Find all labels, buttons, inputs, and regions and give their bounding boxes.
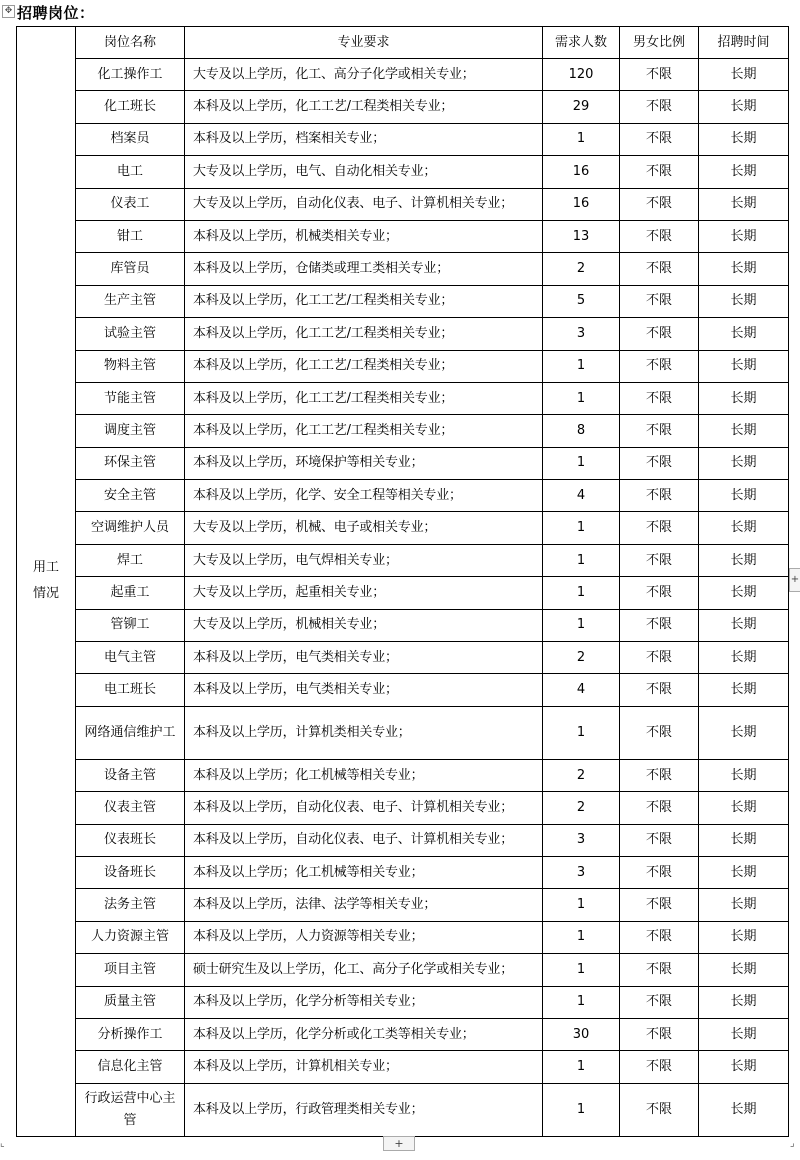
cell-headcount: 8: [543, 415, 620, 447]
cell-position-name: 调度主管: [76, 415, 185, 447]
cell-gender-ratio: 不限: [620, 954, 699, 986]
cell-gender-ratio: 不限: [620, 1051, 699, 1083]
cell-headcount: 4: [543, 480, 620, 512]
cell-gender-ratio: 不限: [620, 91, 699, 123]
cell-headcount: 16: [543, 156, 620, 188]
table-row: [17, 706, 789, 759]
cell-requirements: 本科及以上学历，化工工艺/工程类相关专业；: [185, 415, 543, 447]
cell-headcount: 1: [543, 706, 620, 759]
table-row: [17, 1018, 789, 1050]
cell-hiring-period: 长期: [699, 642, 789, 674]
cell-hiring-period: 长期: [699, 123, 789, 155]
cell-gender-ratio: 不限: [620, 480, 699, 512]
table-row: [17, 1083, 789, 1136]
add-column-button[interactable]: +: [789, 568, 800, 592]
cell-gender-ratio: 不限: [620, 674, 699, 706]
cell-requirements: 本科及以上学历，化工工艺/工程类相关专业；: [185, 318, 543, 350]
cell-gender-ratio: 不限: [620, 921, 699, 953]
cell-gender-ratio: 不限: [620, 318, 699, 350]
cell-hiring-period: 长期: [699, 706, 789, 759]
cell-requirements: 大专及以上学历，起重相关专业；: [185, 577, 543, 609]
cell-headcount: 30: [543, 1018, 620, 1050]
cell-headcount: 2: [543, 642, 620, 674]
cell-headcount: 1: [543, 447, 620, 479]
table-row: [17, 350, 789, 382]
cell-headcount: 2: [543, 792, 620, 824]
cell-gender-ratio: 不限: [620, 759, 699, 791]
cell-gender-ratio: 不限: [620, 415, 699, 447]
jobs-table: [16, 26, 789, 1137]
cell-requirements: 本科及以上学历，行政管理类相关专业；: [185, 1083, 543, 1136]
cell-requirements: 大专及以上学历，自动化仪表、电子、计算机相关专业；: [185, 188, 543, 220]
cell-requirements: 硕士研究生及以上学历，化工、高分子化学或相关专业；: [185, 954, 543, 986]
section-heading: 招聘岗位：: [17, 4, 95, 22]
cell-headcount: 1: [543, 1083, 620, 1136]
cell-position-name: 电气主管: [76, 642, 185, 674]
cell-headcount: 5: [543, 285, 620, 317]
cell-gender-ratio: 不限: [620, 253, 699, 285]
cell-headcount: 4: [543, 674, 620, 706]
cell-headcount: 2: [543, 253, 620, 285]
cell-requirements: 本科及以上学历，计算机相关专业；: [185, 1051, 543, 1083]
cell-headcount: 2: [543, 759, 620, 791]
cell-headcount: 1: [543, 1051, 620, 1083]
table-row: [17, 609, 789, 641]
cell-gender-ratio: 不限: [620, 285, 699, 317]
cell-position-name: 空调维护人员: [76, 512, 185, 544]
table-row: [17, 954, 789, 986]
header-headcount: 需求人数: [543, 27, 620, 59]
cell-gender-ratio: 不限: [620, 824, 699, 856]
cell-hiring-period: 长期: [699, 954, 789, 986]
cell-gender-ratio: 不限: [620, 220, 699, 252]
cell-requirements: 本科及以上学历，机械类相关专业；: [185, 220, 543, 252]
cell-requirements: 本科及以上学历，化工工艺/工程类相关专业；: [185, 285, 543, 317]
cell-requirements: 本科及以上学历，人力资源等相关专业；: [185, 921, 543, 953]
cell-position-name: 设备班长: [76, 856, 185, 888]
table-header-row: [17, 27, 789, 59]
cell-position-name: 仪表班长: [76, 824, 185, 856]
cell-gender-ratio: 不限: [620, 350, 699, 382]
cell-requirements: 大专及以上学历，化工、高分子化学或相关专业；: [185, 59, 543, 91]
cell-requirements: 大专及以上学历，机械、电子或相关专业；: [185, 512, 543, 544]
cell-headcount: 1: [543, 123, 620, 155]
cell-position-name: 设备主管: [76, 759, 185, 791]
cell-gender-ratio: 不限: [620, 856, 699, 888]
cell-hiring-period: 长期: [699, 220, 789, 252]
table-row: [17, 1051, 789, 1083]
cell-position-name: 生产主管: [76, 285, 185, 317]
cell-hiring-period: 长期: [699, 577, 789, 609]
cell-hiring-period: 长期: [699, 824, 789, 856]
table-row: [17, 285, 789, 317]
cell-hiring-period: 长期: [699, 318, 789, 350]
cell-hiring-period: 长期: [699, 921, 789, 953]
cell-requirements: 本科及以上学历，化工工艺/工程类相关专业；: [185, 382, 543, 414]
cell-requirements: 本科及以上学历，化学分析或化工类等相关专业；: [185, 1018, 543, 1050]
cell-headcount: 13: [543, 220, 620, 252]
table-row: [17, 447, 789, 479]
table-resize-handle-icon[interactable]: ⌟: [790, 1138, 795, 1149]
header-gender-ratio: 男女比例: [620, 27, 699, 59]
cell-gender-ratio: 不限: [620, 1083, 699, 1136]
cell-gender-ratio: 不限: [620, 706, 699, 759]
cell-headcount: 1: [543, 921, 620, 953]
cell-requirements: 本科及以上学历，自动化仪表、电子、计算机相关专业；: [185, 792, 543, 824]
cell-gender-ratio: 不限: [620, 889, 699, 921]
cell-requirements: 本科及以上学历，法律、法学等相关专业；: [185, 889, 543, 921]
cell-hiring-period: 长期: [699, 1083, 789, 1136]
cell-requirements: 本科及以上学历，环境保护等相关专业；: [185, 447, 543, 479]
table-row: [17, 577, 789, 609]
cell-requirements: 本科及以上学历，计算机类相关专业；: [185, 706, 543, 759]
table-row: [17, 415, 789, 447]
cell-requirements: 本科及以上学历，档案相关专业；: [185, 123, 543, 155]
group-label-cell: [17, 27, 76, 1137]
cell-headcount: 1: [543, 544, 620, 576]
cell-requirements: 大专及以上学历，电气、自动化相关专业；: [185, 156, 543, 188]
cell-gender-ratio: 不限: [620, 1018, 699, 1050]
cell-position-name: 分析操作工: [76, 1018, 185, 1050]
cell-headcount: 1: [543, 577, 620, 609]
cell-hiring-period: 长期: [699, 856, 789, 888]
cell-headcount: 120: [543, 59, 620, 91]
cell-position-name: 质量主管: [76, 986, 185, 1018]
table-row: [17, 759, 789, 791]
table-row: [17, 480, 789, 512]
cell-headcount: 1: [543, 954, 620, 986]
table-row: [17, 674, 789, 706]
table-row: [17, 792, 789, 824]
cell-hiring-period: 长期: [699, 382, 789, 414]
cell-headcount: 1: [543, 350, 620, 382]
cell-hiring-period: 长期: [699, 759, 789, 791]
cell-gender-ratio: 不限: [620, 986, 699, 1018]
cell-hiring-period: 长期: [699, 415, 789, 447]
cell-requirements: 本科及以上学历，电气类相关专业；: [185, 674, 543, 706]
table-row: [17, 220, 789, 252]
cell-gender-ratio: 不限: [620, 512, 699, 544]
table-row: [17, 544, 789, 576]
cell-hiring-period: 长期: [699, 986, 789, 1018]
table-row: [17, 856, 789, 888]
group-label-line1: 用工: [32, 560, 59, 576]
table-row: [17, 889, 789, 921]
cell-hiring-period: 长期: [699, 350, 789, 382]
header-requirements: 专业要求: [185, 27, 543, 59]
table-row: [17, 824, 789, 856]
cell-hiring-period: 长期: [699, 544, 789, 576]
cell-hiring-period: 长期: [699, 91, 789, 123]
cell-hiring-period: 长期: [699, 253, 789, 285]
cell-headcount: 1: [543, 889, 620, 921]
cell-position-name: 试验主管: [76, 318, 185, 350]
cell-requirements: 大专及以上学历，电气焊相关专业；: [185, 544, 543, 576]
cell-requirements: 大专及以上学历，机械相关专业；: [185, 609, 543, 641]
cell-position-name: 法务主管: [76, 889, 185, 921]
table-row: [17, 921, 789, 953]
cell-hiring-period: 长期: [699, 188, 789, 220]
table-row: [17, 59, 789, 91]
cell-hiring-period: 长期: [699, 156, 789, 188]
table-move-handle-icon[interactable]: ✥: [2, 5, 15, 18]
jobs-table-container: [16, 26, 788, 1137]
table-row: [17, 642, 789, 674]
cell-gender-ratio: 不限: [620, 792, 699, 824]
cell-gender-ratio: 不限: [620, 123, 699, 155]
cell-position-name: 档案员: [76, 123, 185, 155]
cell-headcount: 1: [543, 986, 620, 1018]
table-row: [17, 156, 789, 188]
cell-position-name: 化工操作工: [76, 59, 185, 91]
cell-headcount: 1: [543, 382, 620, 414]
cell-headcount: 1: [543, 609, 620, 641]
cell-headcount: 1: [543, 512, 620, 544]
cell-position-name: 管铆工: [76, 609, 185, 641]
cell-position-name: 化工班长: [76, 91, 185, 123]
cell-hiring-period: 长期: [699, 1018, 789, 1050]
header-position-name: 岗位名称: [76, 27, 185, 59]
add-row-button[interactable]: +: [383, 1136, 415, 1151]
table-row: [17, 91, 789, 123]
table-row: [17, 986, 789, 1018]
cell-hiring-period: 长期: [699, 447, 789, 479]
cell-position-name: 信息化主管: [76, 1051, 185, 1083]
cell-gender-ratio: 不限: [620, 188, 699, 220]
cell-position-name: 节能主管: [76, 382, 185, 414]
cell-gender-ratio: 不限: [620, 447, 699, 479]
cell-requirements: 本科及以上学历，电气类相关专业；: [185, 642, 543, 674]
cell-position-name: 电工: [76, 156, 185, 188]
cell-position-name: 网络通信维护工: [76, 706, 185, 759]
cell-position-name: 物料主管: [76, 350, 185, 382]
cell-hiring-period: 长期: [699, 1051, 789, 1083]
cell-gender-ratio: 不限: [620, 544, 699, 576]
cell-headcount: 3: [543, 824, 620, 856]
cell-hiring-period: 长期: [699, 59, 789, 91]
cell-hiring-period: 长期: [699, 512, 789, 544]
cell-gender-ratio: 不限: [620, 577, 699, 609]
cell-position-name: 起重工: [76, 577, 185, 609]
table-row: [17, 123, 789, 155]
cell-gender-ratio: 不限: [620, 59, 699, 91]
cell-headcount: 3: [543, 318, 620, 350]
cell-requirements: 本科及以上学历，自动化仪表、电子、计算机相关专业；: [185, 824, 543, 856]
cell-requirements: 本科及以上学历，化学分析等相关专业；: [185, 986, 543, 1018]
cell-gender-ratio: 不限: [620, 382, 699, 414]
cell-position-name: 行政运营中心主管: [76, 1083, 185, 1136]
cell-position-name: 仪表工: [76, 188, 185, 220]
cell-headcount: 3: [543, 856, 620, 888]
cell-position-name: 人力资源主管: [76, 921, 185, 953]
cell-requirements: 本科及以上学历；化工机械等相关专业；: [185, 759, 543, 791]
cell-position-name: 仪表主管: [76, 792, 185, 824]
cell-gender-ratio: 不限: [620, 156, 699, 188]
cell-headcount: 16: [543, 188, 620, 220]
cell-hiring-period: 长期: [699, 674, 789, 706]
cell-headcount: 29: [543, 91, 620, 123]
cell-requirements: 本科及以上学历，化工工艺/工程类相关专业；: [185, 91, 543, 123]
table-row: [17, 318, 789, 350]
header-hiring-period: 招聘时间: [699, 27, 789, 59]
jobs-table-body: [17, 27, 789, 1137]
table-row: [17, 382, 789, 414]
cell-position-name: 电工班长: [76, 674, 185, 706]
table-row: [17, 253, 789, 285]
group-label-line2: 情况: [32, 586, 59, 602]
cell-hiring-period: 长期: [699, 480, 789, 512]
cell-position-name: 项目主管: [76, 954, 185, 986]
cell-requirements: 本科及以上学历，仓储类或理工类相关专业；: [185, 253, 543, 285]
cell-hiring-period: 长期: [699, 285, 789, 317]
cell-position-name: 钳工: [76, 220, 185, 252]
cell-position-name: 焊工: [76, 544, 185, 576]
cell-hiring-period: 长期: [699, 609, 789, 641]
cell-gender-ratio: 不限: [620, 642, 699, 674]
cell-position-name: 库管员: [76, 253, 185, 285]
cell-position-name: 环保主管: [76, 447, 185, 479]
cell-hiring-period: 长期: [699, 792, 789, 824]
table-edge-marker-icon: ⌞: [0, 1138, 5, 1149]
cell-hiring-period: 长期: [699, 889, 789, 921]
cell-gender-ratio: 不限: [620, 609, 699, 641]
cell-requirements: 本科及以上学历；化工机械等相关专业；: [185, 856, 543, 888]
table-row: [17, 188, 789, 220]
cell-requirements: 本科及以上学历，化学、安全工程等相关专业；: [185, 480, 543, 512]
cell-position-name: 安全主管: [76, 480, 185, 512]
cell-requirements: 本科及以上学历，化工工艺/工程类相关专业；: [185, 350, 543, 382]
table-row: [17, 512, 789, 544]
